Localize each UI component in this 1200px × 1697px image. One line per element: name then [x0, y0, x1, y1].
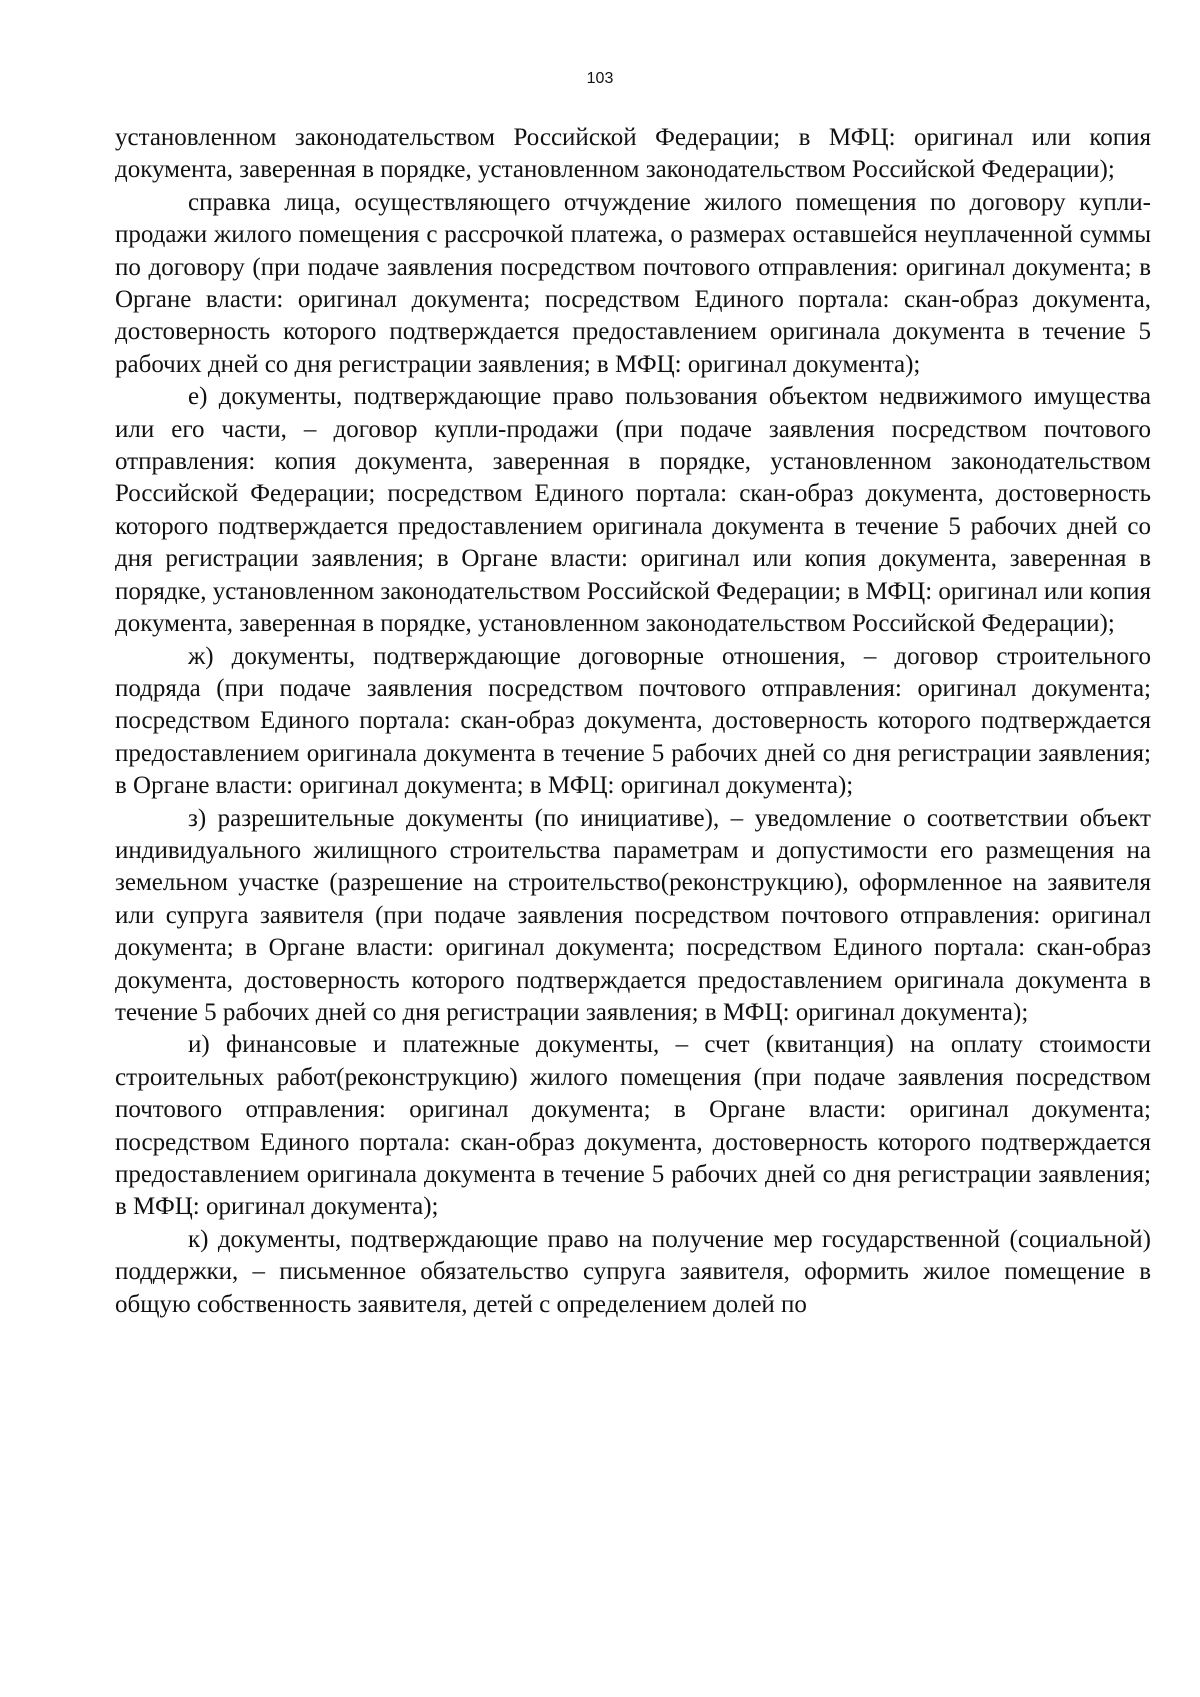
- paragraph-item-i: и) финансовые и платежные документы, – счет (квитанция) на оплату стоимости строительных работ(реконструкцию) жилого помещения (при подаче заявления посредством почтового отправления: оригинал документа; в Органе власти: оригинал документа; посредством Единого портала: скан-образ документа, достоверность которого подтверждается предоставлением оригинала документа в течение 5 рабочих дней со дня регистрации заявления; в МФЦ: оригинал документа);: [115, 1031, 1151, 1221]
- paragraph-item-e: е) документы, подтверждающие право пользования объектом недвижимого имущества или его части, – договор купли-продажи (при подаче заявления посредством почтового отправления: копия документа, заверенная в порядке, установленном законодательством Российской Федерации; посредством Единого портала: скан-образ документа, достоверность которого подтверждается предоставлением оригинала документа в течение 5 рабочих дней со дня регистрации заявления; в Органе власти: оригинал или копия документа, заверенная в порядке, установленном законодательством Российской Федерации; в МФЦ: оригинал или копия документа, заверенная в порядке, установленном законодательством Российской Федерации);: [115, 383, 1151, 638]
- document-body: [115, 122, 1151, 1321]
- paragraph-item-k: к) документы, подтверждающие право на получение мер государственной (социальной) поддержки, – письменное обязательство супруга заявителя, оформить жилое помещение в общую собственность заявителя, детей с определением долей по: [115, 1225, 1151, 1318]
- page-number: 103: [586, 70, 614, 87]
- paragraph-seller-certificate: справка лица, осуществляющего отчуждение жилого помещения по договору купли-продажи жилого помещения с рассрочкой платежа, о размерах оставшейся неуплаченной суммы по договору (при подаче заявления посредством почтового отправления: оригинал документа; в Органе власти: оригинал документа; посредством Единого портала: скан-образ документа, достоверность которого подтверждается предоставлением оригинала документа в течение 5 рабочих дней со дня регистрации заявления; в МФЦ: оригинал документа);: [115, 188, 1151, 378]
- paragraph-item-zh: ж) документы, подтверждающие договорные отношения, – договор строительного подряда (при подаче заявления посредством почтового отправления: оригинал документа; посредством Единого портала: скан-образ документа, достоверность которого подтверждается предоставлением оригинала документа в течение 5 рабочих дней со дня регистрации заявления; в Органе власти: оригинал документа; в МФЦ: оригинал документа);: [115, 642, 1151, 800]
- paragraph-continuation: установленном законодательством Российской Федерации; в МФЦ: оригинал или копия документа, заверенная в порядке, установленном законодательством Российской Федерации);: [115, 124, 1151, 184]
- paragraph-item-z: з) разрешительные документы (по инициативе), – уведомление о соответствии объект индивидуального жилищного строительства параметрам и допустимости его размещения на земельном участке (разрешение на строительство(реконструкцию), оформленное на заявителя или супруга заявителя (при подаче заявления посредством почтового отправления: оригинал документа; в Органе власти: оригинал документа; посредством Единого портала: скан-образ документа, достоверность которого подтверждается предоставлением оригинала документа в течение 5 рабочих дней со дня регистрации заявления; в МФЦ: оригинал документа);: [115, 804, 1151, 1026]
